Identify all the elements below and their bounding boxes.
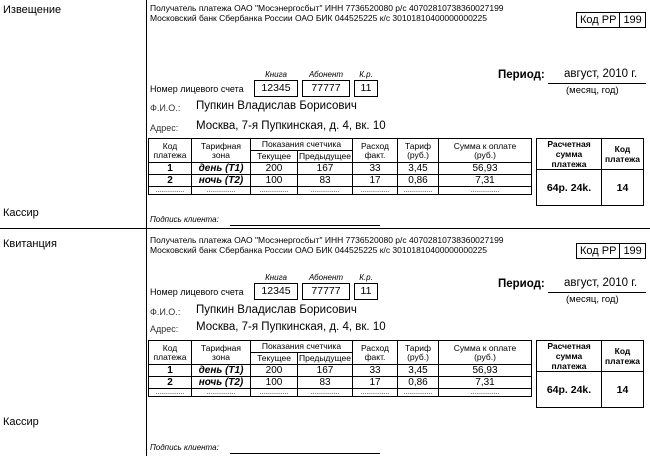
th-code: Код платежа <box>149 139 192 163</box>
cell-consumption: 17 <box>353 175 398 187</box>
th-consumption: Расход факт. <box>353 139 398 163</box>
total-value: 64р. 24k. <box>537 170 602 206</box>
abonent-value: 77777 <box>302 283 350 300</box>
kod-rr-box <box>576 243 646 259</box>
cell-dots: ............... <box>192 187 251 195</box>
th-consumption: Расход факт. <box>353 341 398 365</box>
table-row <box>149 365 532 377</box>
period-label: Период: <box>498 69 545 81</box>
cell-dots: ............... <box>149 389 192 397</box>
period-underline <box>548 83 646 84</box>
kr-label: К.р. <box>359 70 373 79</box>
th-current: Текущее <box>251 151 298 163</box>
cell-dots: ............... <box>251 187 298 195</box>
cell-dots: ............... <box>439 187 532 195</box>
cell-consumption: 33 <box>353 365 398 377</box>
kod-rr-label: Код РР <box>580 14 617 26</box>
fio-value: Пупкин Владислав Борисович <box>196 304 357 316</box>
signature-label: Подпись клиента: <box>150 443 219 452</box>
table-row <box>149 377 532 389</box>
cell-tariff: 3,45 <box>398 163 439 175</box>
cell-previous: 83 <box>298 377 353 389</box>
kniga-value: 12345 <box>254 80 298 97</box>
cashier-label: Кассир <box>3 207 39 219</box>
th-total-code: Код платежа <box>602 139 644 170</box>
th-tariff: Тариф (руб.) <box>398 139 439 163</box>
kniga-label: Книга <box>265 70 287 79</box>
table-row <box>149 163 532 175</box>
address-label: Адрес: <box>150 324 179 334</box>
cell-dots: ............... <box>298 389 353 397</box>
th-readings: Показания счетчика <box>251 341 353 353</box>
th-previous: Предыдущее <box>298 353 351 363</box>
fio-label: Ф.И.О.: <box>150 103 181 113</box>
signature-line <box>230 453 380 454</box>
total-value: 64р. 24k. <box>537 372 602 408</box>
total-table <box>536 340 644 408</box>
cell-consumption: 33 <box>353 163 398 175</box>
cell-dots: ............... <box>439 389 532 397</box>
recipient-line1: Получатель платежа ОАО "Мосэнергосбыт" ИНН 7736520080 р/с 40702810738360027199 <box>150 235 504 245</box>
th-sum: Сумма к оплате (руб.) <box>439 341 532 365</box>
total-table <box>536 138 644 206</box>
cell-code: 2 <box>149 377 192 389</box>
total-code: 14 <box>602 372 644 408</box>
cell-dots: ............... <box>353 187 398 195</box>
total-code: 14 <box>602 170 644 206</box>
kod-rr-box <box>576 12 646 28</box>
cell-zone: день (Т1) <box>192 163 251 175</box>
kr-value: 11 <box>354 80 378 97</box>
cell-code: 2 <box>149 175 192 187</box>
recipient-line2: Московский банк Сбербанка России ОАО БИК 044525225 к/с 30101810400000000225 <box>150 13 487 23</box>
recipient-line2: Московский банк Сбербанка России ОАО БИК 044525225 к/с 30101810400000000225 <box>150 245 487 255</box>
cashier-label: Кассир <box>3 416 39 428</box>
recipient-line1: Получатель платежа ОАО "Мосэнергосбыт" ИНН 7736520080 р/с 40702810738360027199 <box>150 3 504 13</box>
cell-dots: ............... <box>251 389 298 397</box>
cell-dots: ............... <box>398 389 439 397</box>
fio-value: Пупкин Владислав Борисович <box>196 100 357 112</box>
cell-sum: 56,93 <box>439 163 532 175</box>
abonent-label: Абонент <box>308 273 344 282</box>
kod-rr-label: Код РР <box>580 245 617 257</box>
period-hint: (месяц, год) <box>566 294 619 305</box>
address-value: Москва, 7-я Пупкинская, д. 4, вк. 10 <box>196 120 386 132</box>
cell-tariff: 0,86 <box>398 175 439 187</box>
cell-zone: ночь (Т2) <box>192 377 251 389</box>
side-title: Извещение <box>3 4 62 16</box>
period-underline <box>548 292 646 293</box>
cell-zone: ночь (Т2) <box>192 175 251 187</box>
readings-table <box>148 340 532 397</box>
cell-sum: 7,31 <box>439 377 532 389</box>
cell-code: 1 <box>149 365 192 377</box>
th-zone: Тарифная зона <box>192 341 251 365</box>
cell-current: 100 <box>251 175 298 187</box>
period-label: Период: <box>498 278 545 290</box>
th-total-code: Код платежа <box>602 341 644 372</box>
abonent-value: 77777 <box>302 80 350 97</box>
cell-dots: ............... <box>353 389 398 397</box>
section-divider <box>0 228 650 229</box>
cell-tariff: 3,45 <box>398 365 439 377</box>
cell-tariff: 0,86 <box>398 377 439 389</box>
th-current: Текущее <box>251 353 298 365</box>
th-total: Расчетная сумма платежа <box>537 341 602 372</box>
table-row <box>149 175 532 187</box>
cell-sum: 7,31 <box>439 175 532 187</box>
period-hint: (месяц, год) <box>566 85 619 96</box>
signature-line <box>230 225 380 226</box>
cell-dots: ............... <box>398 187 439 195</box>
kod-rr-value: 199 <box>619 244 644 258</box>
cell-previous: 83 <box>298 175 353 187</box>
cell-previous: 167 <box>298 163 353 175</box>
fio-label: Ф.И.О.: <box>150 307 181 317</box>
cell-dots: ............... <box>192 389 251 397</box>
readings-table <box>148 138 532 195</box>
cell-zone: день (Т1) <box>192 365 251 377</box>
th-code: Код платежа <box>149 341 192 365</box>
kniga-label: Книга <box>265 273 287 282</box>
cell-current: 100 <box>251 377 298 389</box>
abonent-label: Абонент <box>308 70 344 79</box>
account-label: Номер лицевого счета <box>150 84 244 94</box>
account-label: Номер лицевого счета <box>150 287 244 297</box>
cell-dots: ............... <box>298 187 353 195</box>
kod-rr-value: 199 <box>619 13 644 27</box>
period-value: август, 2010 г. <box>564 68 638 80</box>
cell-current: 200 <box>251 163 298 175</box>
kr-label: К.р. <box>359 273 373 282</box>
th-total: Расчетная сумма платежа <box>537 139 602 170</box>
kniga-value: 12345 <box>254 283 298 300</box>
th-sum: Сумма к оплате (руб.) <box>439 139 532 163</box>
signature-label: Подпись клиента: <box>150 215 219 224</box>
cell-previous: 167 <box>298 365 353 377</box>
th-previous: Предыдущее <box>298 151 351 161</box>
th-readings: Показания счетчика <box>251 139 353 151</box>
th-tariff: Тариф (руб.) <box>398 341 439 365</box>
cell-code: 1 <box>149 163 192 175</box>
cell-dots: ............... <box>149 187 192 195</box>
th-zone: Тарифная зона <box>192 139 251 163</box>
table-row-blank <box>149 389 532 397</box>
period-value: август, 2010 г. <box>564 277 638 289</box>
address-label: Адрес: <box>150 123 179 133</box>
cell-consumption: 17 <box>353 377 398 389</box>
table-row-blank <box>149 187 532 195</box>
address-value: Москва, 7-я Пупкинская, д. 4, вк. 10 <box>196 321 386 333</box>
side-title: Квитанция <box>3 238 57 250</box>
cell-current: 200 <box>251 365 298 377</box>
kr-value: 11 <box>354 283 378 300</box>
cell-sum: 56,93 <box>439 365 532 377</box>
